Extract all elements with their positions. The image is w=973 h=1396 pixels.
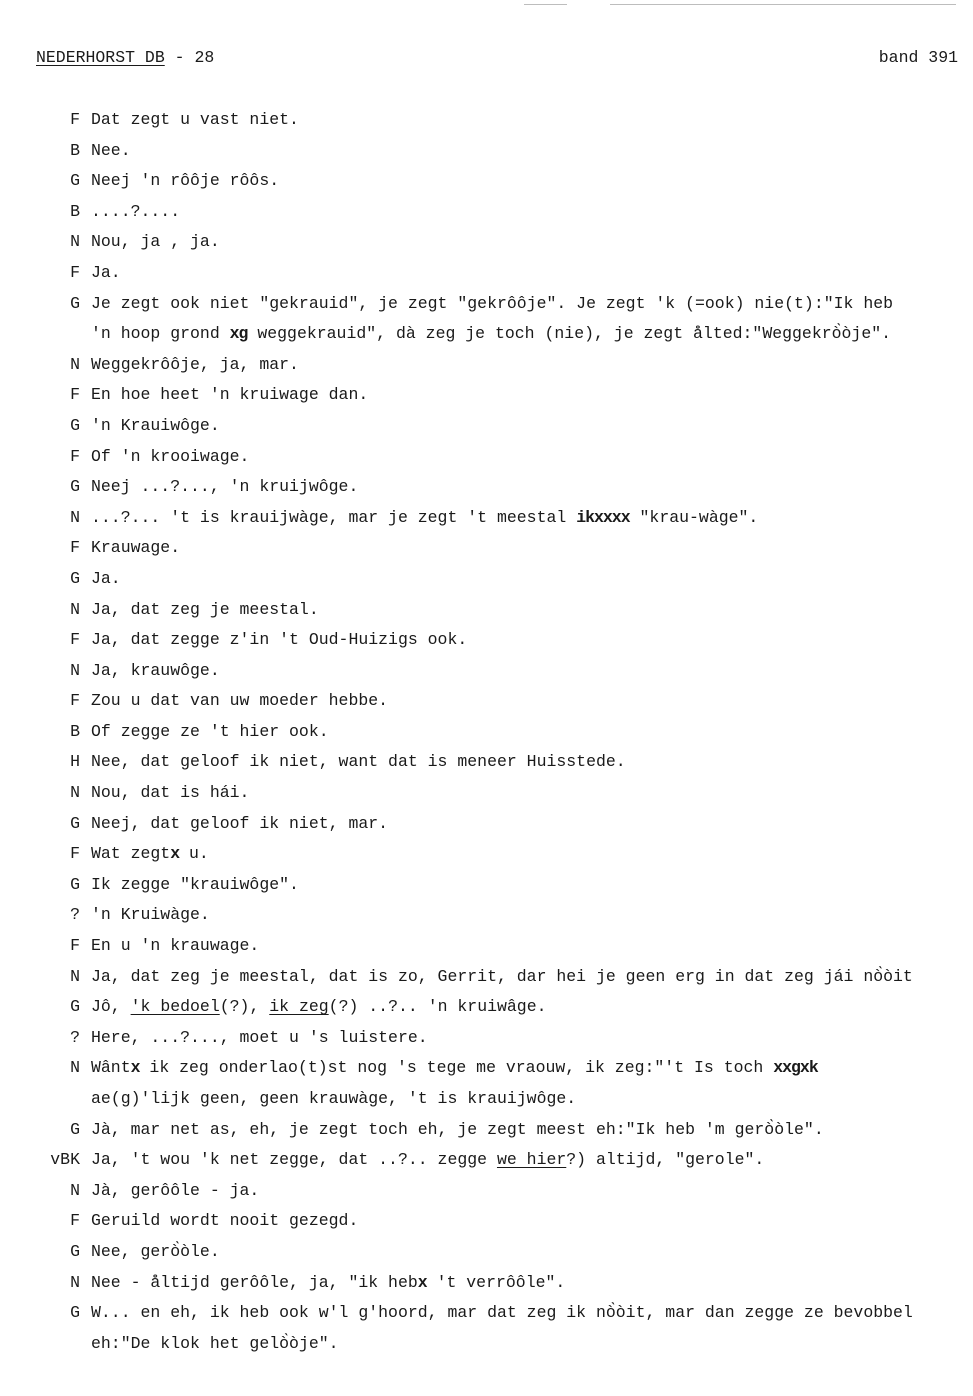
transcript-line [0, 905, 973, 936]
speaker-label: N [70, 966, 80, 986]
typed-over-correction: x [417, 1272, 427, 1292]
utterance-fragment: "krau-wàge". [629, 507, 759, 527]
utterance-fragment: Ja, 't wou 'k net zegge, dat ..?.. zegge [91, 1150, 497, 1170]
utterance-text: Zou u dat van uw moeder hebbe. [91, 691, 389, 711]
transcript-line [0, 844, 973, 875]
speaker-label: F [70, 691, 80, 711]
speaker-label: G [70, 1303, 80, 1323]
transcript-line [0, 600, 973, 631]
speaker-label: G [70, 293, 80, 313]
utterance-text [91, 844, 209, 863]
transcript-line [0, 447, 973, 478]
header-left [36, 48, 214, 67]
speaker-label: N [70, 354, 80, 374]
document-title: NEDERHORST DB [36, 48, 165, 67]
transcript-line [0, 1273, 973, 1304]
utterance-text: Nee, gerò̀òle. [91, 1241, 220, 1261]
transcript-line [0, 477, 973, 508]
speaker-label: ? [70, 905, 80, 925]
utterance-text: Dat zegt u vast niet. [91, 110, 299, 129]
transcript [0, 110, 973, 1364]
transcript-line [0, 997, 973, 1028]
transcript-line [0, 538, 973, 569]
transcript-line [0, 936, 973, 967]
utterance-fragment: 't verrôôle". [426, 1272, 566, 1292]
transcript-line-continuation [0, 1334, 973, 1365]
utterance-text: eh:"De klok het gelò̀òje". [91, 1333, 339, 1353]
utterance-text [91, 1273, 565, 1292]
transcript-line [0, 355, 973, 386]
speaker-label: N [70, 660, 80, 680]
utterance-text: ae(g)'lijk geen, geen krauwàge, 't is krauijwôge. [91, 1089, 577, 1108]
utterance-text: Ja. [91, 262, 121, 282]
page-separator: - [164, 48, 195, 67]
transcript-line [0, 1058, 973, 1089]
speaker-label: F [70, 110, 80, 129]
utterance-text: ....?.... [91, 201, 181, 221]
speaker-label: G [70, 1119, 80, 1139]
utterance-text: Ik zegge "krauiwôge". [91, 874, 299, 894]
utterance-text: 'n Krauiwôge. [91, 415, 220, 435]
transcript-line [0, 1242, 973, 1273]
speaker-label: F [70, 630, 80, 650]
speaker-label: F [70, 385, 80, 405]
utterance-text: Geruild wordt nooit gezegd. [91, 1211, 359, 1231]
speaker-label: G [70, 813, 80, 833]
speaker-label: vBK [50, 1150, 80, 1170]
transcript-line [0, 569, 973, 600]
typed-over-correction: ikxxxx [576, 507, 630, 527]
transcript-line [0, 1211, 973, 1242]
transcript-line [0, 416, 973, 447]
speaker-label: N [70, 1180, 80, 1200]
transcript-line [0, 814, 973, 845]
transcript-line [0, 110, 973, 141]
transcript-line [0, 875, 973, 906]
transcript-line [0, 294, 973, 325]
utterance-fragment: Wânt [91, 1058, 131, 1078]
underlined-fragment: we hier [496, 1150, 567, 1170]
utterance-text: Ja, krauwôge. [91, 660, 220, 680]
top-rule-left [524, 4, 567, 5]
utterance-text: Ja, dat zeg je meestal. [91, 599, 319, 619]
speaker-label: ? [70, 1027, 80, 1047]
utterance-text [91, 324, 891, 343]
speaker-label: N [70, 1272, 80, 1292]
utterance-fragment: (?) ..?.. 'n kruiwâge. [328, 997, 547, 1017]
speaker-label: F [70, 446, 80, 466]
utterance-text: Nou, ja , ja. [91, 232, 220, 252]
speaker-label: F [70, 538, 80, 558]
utterance-fragment: 'n hoop grond [91, 324, 230, 344]
transcript-line [0, 171, 973, 202]
speaker-label: G [70, 171, 80, 191]
speaker-label: G [70, 477, 80, 497]
speaker-label: B [70, 201, 80, 221]
utterance-text: Je zegt ook niet "gekrauid", je zegt "gekrôôje". Je zegt 'k (=ook) nie(t):"Ik heb [91, 293, 894, 313]
utterance-text: Weggekrôôje, ja, mar. [91, 354, 299, 374]
utterance-text: Jà, gerôôle - ja. [91, 1180, 260, 1200]
typed-over-correction: x [130, 1058, 140, 1078]
typed-over-correction: xg [229, 324, 248, 344]
utterance-text: Jà, mar net as, eh, je zegt toch eh, je zegt meest eh:"Ik heb 'm gerò̀òle". [91, 1119, 824, 1139]
utterance-fragment: weggekrauid", dà zeg je toch (nie), je zegt ålted:"Weggekrò̀òje". [247, 324, 892, 344]
speaker-label: H [70, 752, 80, 772]
page-header [36, 48, 958, 72]
utterance-text: Of zegge ze 't hier ook. [91, 721, 329, 741]
utterance-text: Neej 'n rôôje rôôs. [91, 171, 280, 191]
utterance-text [91, 997, 547, 1016]
transcript-line [0, 508, 973, 539]
transcript-line [0, 141, 973, 172]
page-number: 28 [194, 48, 215, 67]
transcript-line-continuation [0, 1089, 973, 1120]
speaker-label: N [70, 232, 80, 252]
speaker-label: N [70, 599, 80, 619]
utterance-fragment: ?) altijd, "gerole". [566, 1150, 765, 1170]
underlined-fragment: ik zeg [269, 997, 329, 1017]
utterance-fragment: (?), [219, 997, 270, 1017]
utterance-text: Ja, dat zegge z'in 't Oud-Huizigs ook. [91, 630, 468, 650]
transcript-line [0, 1303, 973, 1334]
transcript-line [0, 783, 973, 814]
utterance-text: Neej, dat geloof ik niet, mar. [91, 813, 389, 833]
utterance-text: En u 'n krauwage. [91, 936, 260, 956]
transcript-line [0, 661, 973, 692]
typed-over-correction: xxgxk [773, 1058, 818, 1078]
utterance-fragment: Wat zegt [91, 844, 171, 864]
utterance-fragment: ik zeg onderlao(t)st nog 's tege me vraouw, ik zeg:"'t Is toch [139, 1058, 774, 1078]
transcript-line [0, 202, 973, 233]
utterance-text: Here, ...?..., moet u 's luistere. [91, 1027, 428, 1047]
speaker-label: N [70, 783, 80, 803]
transcript-line [0, 1181, 973, 1212]
utterance-text: W... en eh, ik heb ook w'l g'hoord, mar dat zeg ik nò̀òit, mar dan zegge ze bevobbel [91, 1303, 913, 1323]
top-rule-right [610, 4, 956, 5]
utterance-text: Of 'n krooiwage. [91, 446, 250, 466]
speaker-label: F [70, 1211, 80, 1231]
utterance-fragment: u. [179, 844, 209, 864]
utterance-fragment: ...?... 't is krauijwàge, mar je zegt 't meestal [91, 507, 577, 527]
transcript-line [0, 691, 973, 722]
transcript-line [0, 722, 973, 753]
speaker-label: G [70, 997, 80, 1017]
speaker-label: B [70, 140, 80, 160]
utterance-text: Krauwage. [91, 538, 181, 558]
transcript-line [0, 1150, 973, 1181]
transcript-line [0, 1028, 973, 1059]
utterance-text: Neej ...?..., 'n kruijwôge. [91, 477, 359, 497]
speaker-label: F [70, 262, 80, 282]
speaker-label: G [70, 568, 80, 588]
utterance-text: Nou, dat is hái. [91, 783, 250, 803]
utterance-text: Nee, dat geloof ik niet, want dat is meneer Huisstede. [91, 752, 626, 772]
transcript-line [0, 967, 973, 998]
band-label: band 391 [878, 48, 958, 67]
speaker-label: N [70, 1058, 80, 1078]
speaker-label: G [70, 874, 80, 894]
transcript-line [0, 630, 973, 661]
speaker-label: G [70, 1241, 80, 1261]
utterance-fragment: Nee - åltijd gerôôle, ja, "ik heb [91, 1272, 418, 1292]
underlined-fragment: 'k bedoel [130, 997, 220, 1017]
utterance-text: Nee. [91, 140, 131, 160]
speaker-label: F [70, 936, 80, 956]
speaker-label: N [70, 507, 80, 527]
utterance-text: En hoe heet 'n kruiwage dan. [91, 385, 369, 405]
transcript-line-continuation [0, 324, 973, 355]
transcript-line [0, 752, 973, 783]
transcript-line [0, 232, 973, 263]
speaker-label: F [70, 844, 80, 864]
utterance-text [91, 1150, 764, 1169]
utterance-text: Ja. [91, 568, 121, 588]
utterance-text [91, 508, 758, 527]
speaker-label: B [70, 721, 80, 741]
transcript-line [0, 385, 973, 416]
transcript-line [0, 1120, 973, 1151]
transcript-line [0, 263, 973, 294]
utterance-text [91, 1058, 818, 1077]
speaker-label: G [70, 415, 80, 435]
utterance-fragment: Jô, [91, 997, 131, 1017]
utterance-text: 'n Kruiwàge. [91, 905, 210, 925]
typed-over-correction: x [170, 844, 180, 864]
utterance-text: Ja, dat zeg je meestal, dat is zo, Gerrit, dar hei je geen erg in dat zeg jái nò̀òit [91, 966, 913, 986]
